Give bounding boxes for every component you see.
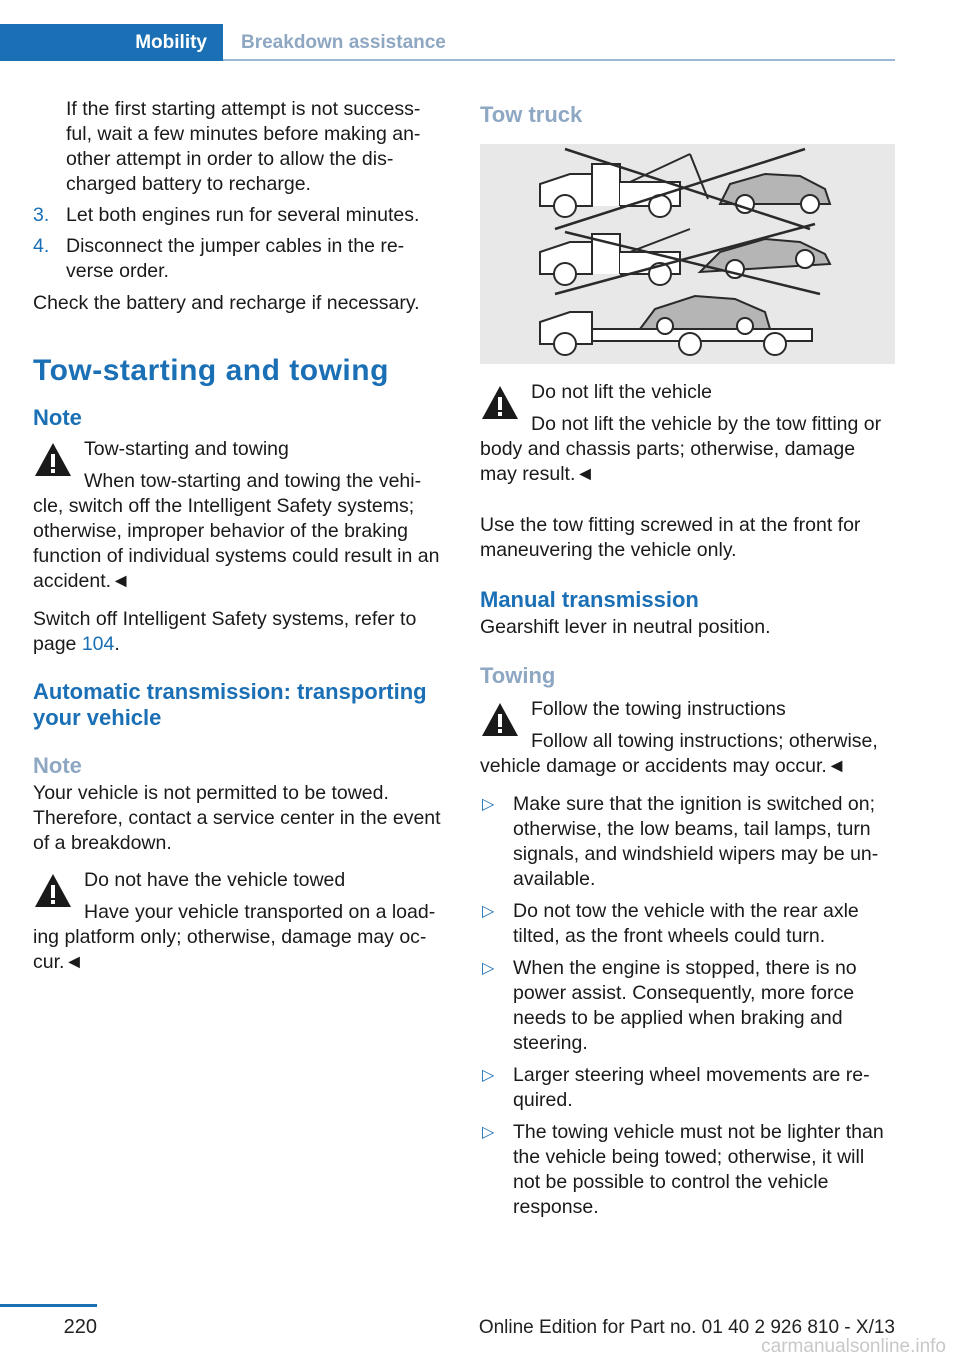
step-number: 4. (33, 235, 50, 257)
warning-title: Do not have the vehicle towed (84, 869, 346, 891)
triangle-bullet-icon: ▷ (482, 1124, 495, 1141)
header-rule (223, 59, 895, 61)
warning-body (480, 412, 896, 487)
bullet-text: When the engine is stopped, there is no power assist. Consequently, more force needs to be applied when braking and steering. (513, 957, 857, 1054)
page-link[interactable]: 104 (81, 633, 115, 655)
edition-text: Online Edition for Part no. 01 40 2 926 810 - X/13 (478, 1317, 895, 1338)
section-title: Tow-starting and towing (33, 354, 389, 387)
warning-body-text: Follow all towing instructions; otherwise, vehicle damage or accidents may occur.◄ (480, 730, 878, 777)
tow-truck-illustration (480, 144, 895, 364)
warning-box-2 (33, 868, 443, 975)
tow-truck-heading: Tow truck (480, 102, 583, 127)
towing-bullets (480, 792, 896, 1220)
switch-off-text: Switch off Intelligent Safety systems, refer to page (33, 608, 417, 655)
triangle-bullet-icon: ▷ (482, 960, 495, 977)
manual-transmission-body: Gearshift lever in neutral position. (480, 616, 771, 638)
continuation-paragraph: If the first starting attempt is not success-ful, wait a few minutes before making an-other attempt in order to allow the dis-charged battery to recharge. (66, 98, 421, 195)
manual-transmission-heading: Manual transmission (480, 587, 699, 612)
warning-body-text: Do not lift the vehicle by the tow fitting or body and chassis parts; otherwise, damage may result.◄ (480, 413, 882, 485)
warning-body (33, 900, 443, 975)
warning-icon (33, 872, 73, 910)
switch-off-period: . (114, 633, 120, 655)
check-battery-text: Check the battery and recharge if necessary. (33, 292, 420, 314)
left-column (33, 97, 443, 975)
triangle-bullet-icon: ▷ (482, 796, 495, 813)
warning-box-4 (480, 697, 896, 779)
warning-title: Do not lift the vehicle (531, 381, 713, 403)
warning-icon (33, 441, 73, 479)
note-heading-2: Note (33, 753, 82, 778)
bullet-text: Do not tow the vehicle with the rear axle tilted, as the front wheels could turn. (513, 900, 859, 947)
watermark: carmanualsonline.info (761, 1336, 946, 1357)
page-number: 220 (63, 1316, 97, 1338)
warning-box-3 (480, 380, 896, 487)
bullet-text: Make sure that the ignition is switched on; otherwise, the low beams, tail lamps, turn signals, and windshield wipers may be un-available. (513, 793, 879, 890)
subsection-tab: Breakdown assistance (241, 32, 446, 53)
right-column (480, 97, 896, 1227)
tow-truck-drawing (480, 144, 895, 364)
steps-list (33, 203, 443, 284)
warning-icon (480, 384, 520, 422)
page-header (0, 24, 895, 62)
tow-fitting-paragraph: Use the tow fitting screwed in at the front for maneuvering the vehicle only. (480, 514, 861, 561)
step-text: Disconnect the jumper cables in the re-verse order. (66, 235, 405, 282)
triangle-bullet-icon: ▷ (482, 903, 495, 920)
towing-heading: Towing (480, 663, 556, 688)
switch-off-paragraph (33, 607, 443, 657)
list-item (33, 234, 443, 284)
list-item (480, 899, 896, 949)
automatic-transmission-heading: Automatic transmission: transporting your vehicle (33, 679, 427, 730)
list-item (480, 792, 896, 892)
warning-body-text: Have your vehicle transported on a load-ing platform only; otherwise, damage may oc-cur.◄ (33, 901, 436, 973)
note-body: Your vehicle is not permitted to be towed. Therefore, contact a service center in the event of a breakdown. (33, 782, 441, 854)
footer-rule (0, 1304, 97, 1307)
note-heading: Note (33, 405, 82, 430)
step-number: 3. (33, 204, 50, 226)
warning-body-text: When tow-starting and towing the vehi-cle, switch off the Intelligent Safety systems; otherwise, improper behavior of the braking function of individual systems could result in an accident.◄ (33, 470, 440, 592)
warning-title: Follow the towing instructions (531, 698, 786, 720)
warning-title: Tow-starting and towing (84, 438, 289, 460)
section-tab: Mobility (0, 24, 223, 61)
triangle-bullet-icon: ▷ (482, 1067, 495, 1084)
warning-box (33, 437, 443, 594)
warning-icon (480, 701, 520, 739)
bullet-text: Larger steering wheel movements are re-quired. (513, 1064, 870, 1111)
list-item (33, 203, 443, 228)
list-item (480, 1063, 896, 1113)
bullet-text: The towing vehicle must not be lighter than the vehicle being towed; otherwise, it will not be possible to control the vehicle response. (513, 1121, 884, 1218)
list-item (480, 956, 896, 1056)
list-item (480, 1120, 896, 1220)
step-text: Let both engines run for several minutes. (66, 204, 420, 226)
warning-body (480, 729, 896, 779)
warning-body (33, 469, 443, 594)
